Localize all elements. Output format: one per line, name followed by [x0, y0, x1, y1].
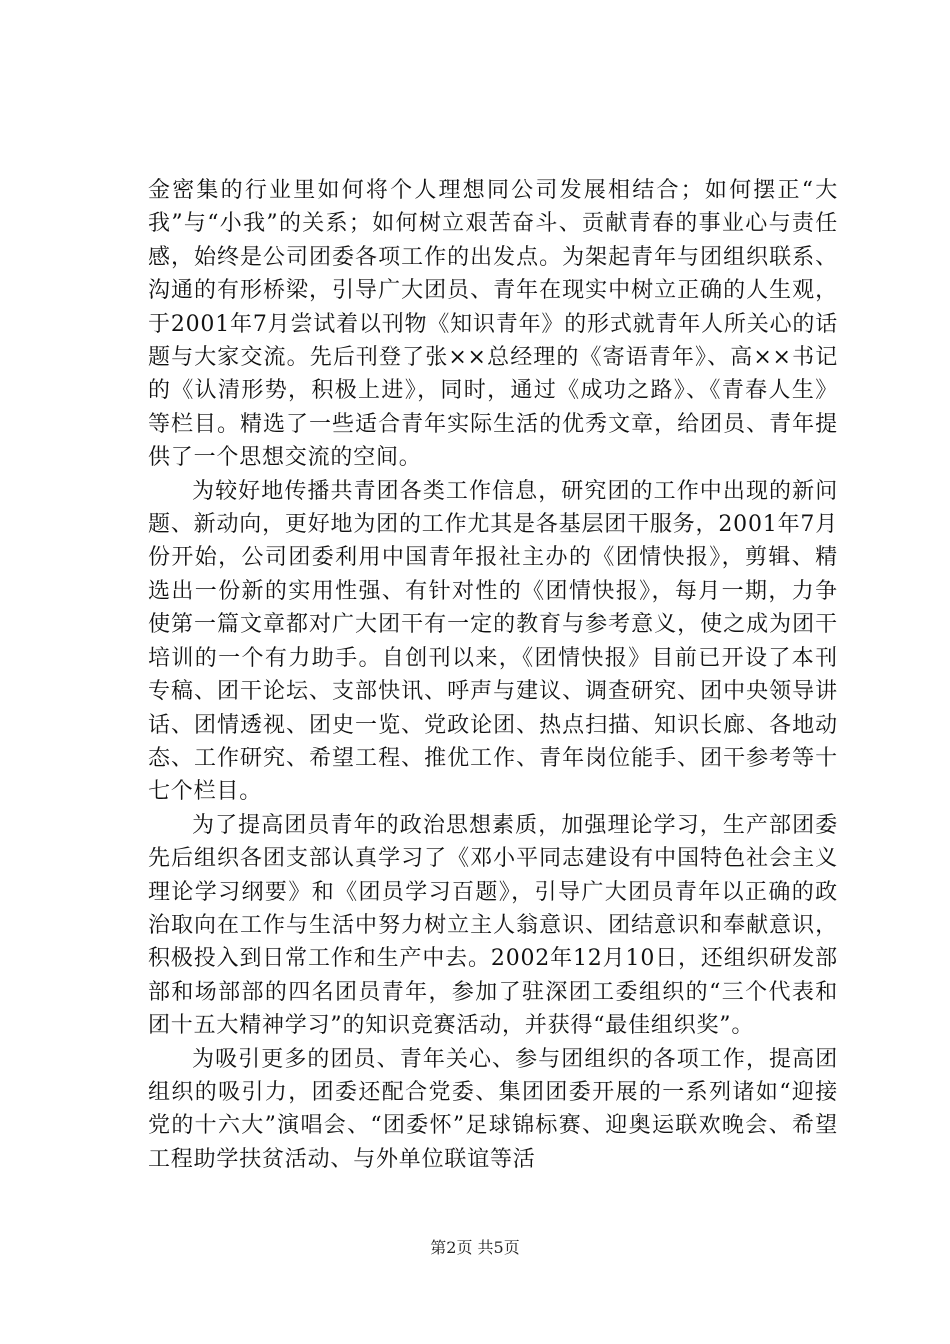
paragraph-tuanqing-kuaibao: 为较好地传播共青团各类工作信息，研究团的工作中出现的新问题、新动向，更好地为团的工作尤其是各基层团干服务，2001年7月份开始，公司团委利用中国青年报社主办的《团情快报》，剪辑、精选出一份新的实用性强、有针对性的《团情快报》，每月一期，力争使第一篇文章都对广大团干有一定的教育与参考意义，使之成为团干培训的一个有力助手。自创刊以来，《团情快报》目前已开设了本刊专稿、团干论坛、支部快讯、呼声与建议、调查研究、团中央领导讲话、团情透视、团史一览、党政论团、热点扫描、知识长廊、各地动态、工作研究、希望工程、推优工作、青年岗位能手、团干参考等十七个栏目。 — [148, 478, 838, 805]
page-footer: 第2页 共5页 — [430, 1238, 520, 1257]
paragraph-activities: 为吸引更多的团员、青年关心、参与团组织的各项工作，提高团组织的吸引力，团委还配合党委、集团团委开展的一系列诸如“迎接党的十六大”演唱会、“团委怀”足球锦标赛、迎奥运联欢晚会、希望工程助学扶贫活动、与外单位联谊等活 — [148, 1046, 838, 1172]
document-body — [148, 174, 838, 1176]
paragraph-theory-study: 为了提高团员青年的政治思想素质，加强理论学习，生产部团委先后组织各团支部认真学习了《邓小平同志建设有中国特色社会主义理论学习纲要》和《团员学习百题》，引导广大团员青年以正确的政治取向在工作与生活中努力树立主人翁意识、团结意识和奉献意识，积极投入到日常工作和生产中去。2002年12月10日，还组织研发部部和场部部的四名团员青年，参加了驻深团工委组织的“三个代表和团十五大精神学习”的知识竞赛活动，并获得“最佳组织奖”。 — [148, 812, 838, 1039]
paragraph-continued: 金密集的行业里如何将个人理想同公司发展相结合；如何摆正“大我”与“小我”的关系；如何树立艰苦奋斗、贡献青春的事业心与责任感，始终是公司团委各项工作的出发点。为架起青年与团组织联系、沟通的有形桥梁，引导广大团员、青年在现实中树立正确的人生观，于2001年7月尝试着以刊物《知识青年》的形式就青年人所关心的话题与大家交流。先后刊登了张××总经理的《寄语青年》、高××书记的《认清形势，积极上进》，同时，通过《成功之路》、《青春人生》等栏目。精选了一些适合青年实际生活的优秀文章，给团员、青年提供了一个思想交流的空间。 — [148, 178, 838, 471]
